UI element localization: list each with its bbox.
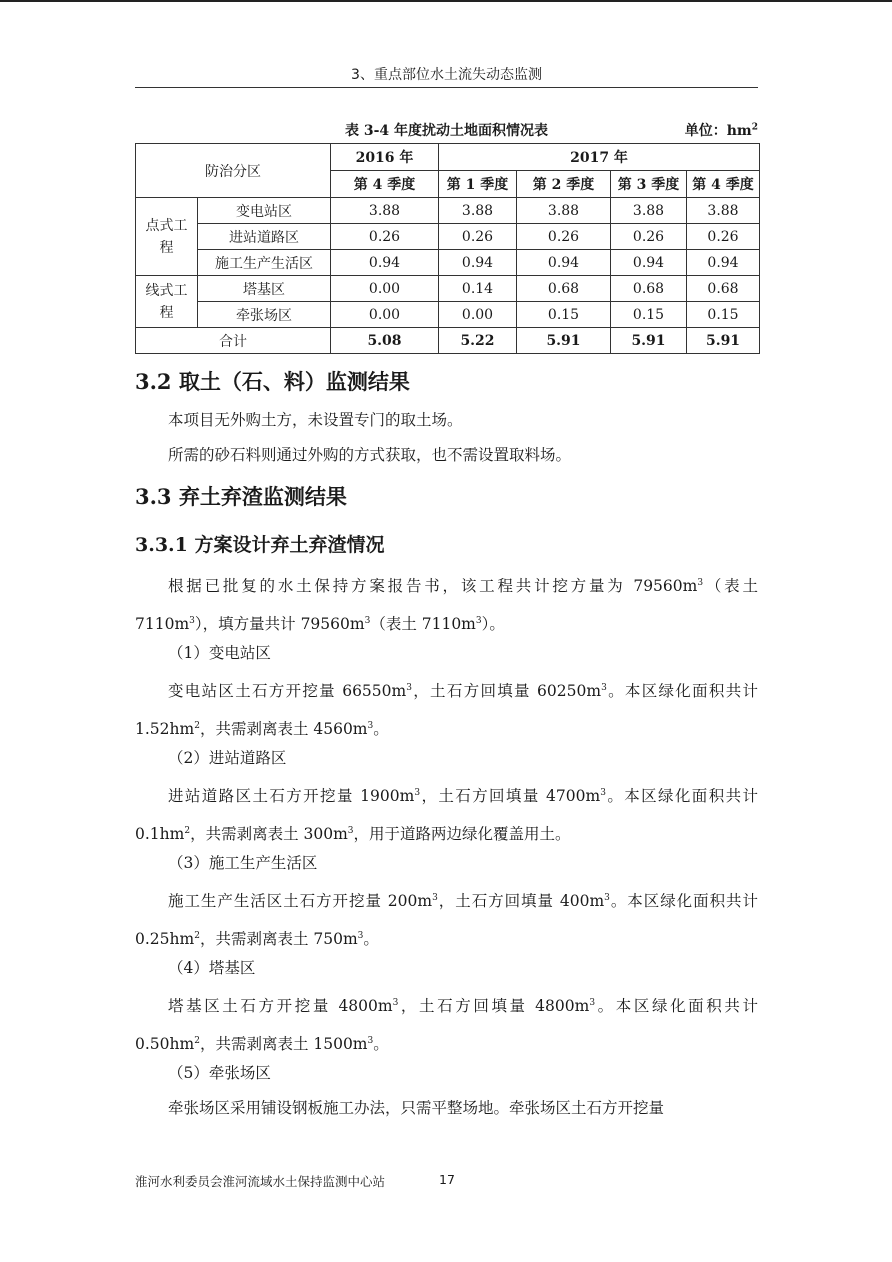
year-2016-header: 2016 年	[331, 144, 439, 171]
table-header-row-1	[136, 144, 760, 171]
table-cell: 0.26	[439, 224, 517, 250]
text-sup: 3	[601, 683, 607, 693]
text-run: ），填方量共计 79560m	[194, 615, 365, 634]
table-cell: 0.68	[611, 276, 687, 302]
text-sup: 2	[194, 1036, 200, 1047]
text-sup: 3	[432, 893, 438, 903]
page-top-border	[0, 0, 892, 2]
group-line-text: 线式工程	[145, 282, 188, 321]
table-row	[136, 302, 760, 328]
text-run: 进站道路区土石方开挖量 1900m	[168, 787, 415, 806]
year-2017-header: 2017 年	[439, 144, 760, 171]
table-row	[136, 224, 760, 250]
table-cell: 3.88	[687, 198, 760, 224]
table-cell: 0.00	[331, 302, 439, 328]
table-total-row	[136, 328, 760, 354]
quarter-header: 第 4 季度	[687, 171, 760, 198]
table-caption-row	[135, 120, 758, 142]
text-run: ，共需剥离表土 1500m	[199, 1035, 368, 1054]
total-label: 合计	[136, 328, 331, 354]
paragraph-item4	[135, 986, 758, 1062]
item-title: （3）施工生产生活区	[168, 854, 318, 872]
footer-org: 淮河水利委员会淮河流域水土保持监测中心站	[135, 1174, 386, 1189]
text-run: 施工生产生活区土石方开挖量 200m	[168, 892, 433, 911]
zone-name: 牵张场区	[198, 302, 331, 328]
table-cell: 0.94	[611, 250, 687, 276]
table-cell: 3.88	[439, 198, 517, 224]
table-row	[136, 250, 760, 276]
paragraph-item2	[135, 776, 758, 852]
text-sup: 2	[184, 826, 191, 837]
total-cell: 5.91	[611, 328, 687, 354]
quarter-header: 第 4 季度	[331, 171, 439, 198]
table-cell: 3.88	[331, 198, 439, 224]
zone-name: 施工生产生活区	[198, 250, 331, 276]
quarter-header: 第 2 季度	[517, 171, 611, 198]
table-cell: 0.26	[517, 224, 611, 250]
heading-3-2: 3.2 取土（石、料）监测结果	[135, 369, 410, 394]
total-cell: 5.22	[439, 328, 517, 354]
table-cell: 0.26	[611, 224, 687, 250]
table-cell: 0.00	[439, 302, 517, 328]
table-cell: 0.94	[331, 250, 439, 276]
table-cell: 0.00	[331, 276, 439, 302]
table-cell: 0.26	[687, 224, 760, 250]
text-run: ，土石方回填量 4800m	[398, 997, 590, 1016]
table-cell: 0.68	[687, 276, 760, 302]
paragraph-item3	[135, 881, 758, 957]
text-sup: 2	[194, 721, 200, 732]
text-run: 。	[373, 1035, 389, 1054]
header-rule	[135, 87, 758, 88]
text-sup: 3	[357, 931, 364, 942]
text-run: 。本区绿化面积共计 0.25hm	[135, 892, 758, 949]
table-cell: 0.94	[687, 250, 760, 276]
item-title: （4）塔基区	[168, 959, 256, 977]
table-unit	[685, 120, 758, 140]
text-run: 根据已批复的水土保持方案报告书，该工程共计挖方量为 79560m	[168, 577, 698, 596]
paragraph-intro	[135, 566, 758, 642]
text-run: 。	[373, 720, 389, 739]
text-sup: 3	[367, 1036, 374, 1047]
table-cell: 0.15	[611, 302, 687, 328]
text-sup: 3	[600, 788, 606, 798]
paragraph-item1	[135, 671, 758, 747]
text-run: （表土 7110m	[135, 577, 758, 634]
col-zone-header: 防治分区	[136, 144, 331, 198]
text-sup: 3	[604, 893, 610, 903]
table-cell: 0.15	[517, 302, 611, 328]
quarter-header: 第 3 季度	[611, 171, 687, 198]
total-cell: 5.91	[687, 328, 760, 354]
group-point-text: 点式工程	[145, 217, 188, 256]
zone-name: 变电站区	[198, 198, 331, 224]
table-cell: 0.94	[439, 250, 517, 276]
table-cell: 0.14	[439, 276, 517, 302]
item-title: （2）进站道路区	[168, 749, 287, 767]
table-cell: 0.94	[517, 250, 611, 276]
text-run: ，土石方回填量 4700m	[420, 787, 601, 806]
text-sup: 3	[697, 578, 704, 588]
text-run: ，共需剥离表土 300m	[190, 825, 348, 844]
text-run: 。本区绿化面积共计 0.1hm	[135, 787, 758, 844]
text-sup: 3	[189, 616, 195, 627]
table-cell: 0.68	[517, 276, 611, 302]
table-row	[136, 276, 760, 302]
text-run: ，土石方回填量 400m	[437, 892, 605, 911]
disturbed-area-table	[135, 143, 760, 354]
text-sup: 2	[194, 931, 200, 942]
zone-name: 塔基区	[198, 276, 331, 302]
text-run: 塔基区土石方开挖量 4800m	[168, 997, 393, 1016]
item-title: （1）变电站区	[168, 644, 271, 662]
text-run: 。	[363, 930, 379, 949]
paragraph: 所需的砂石料则通过外购的方式获取，也不需设置取料场。	[168, 446, 572, 464]
paragraph: 本项目无外购土方，未设置专门的取土场。	[168, 411, 463, 429]
text-sup: 3	[475, 616, 482, 627]
text-sup: 3	[392, 998, 399, 1008]
unit-sup: 2	[751, 122, 758, 133]
table-cell: 3.88	[611, 198, 687, 224]
text-run: ，共需剥离表土 750m	[199, 930, 358, 949]
page-number: 17	[439, 1172, 455, 1187]
running-header: 3、重点部位水土流失动态监测	[351, 67, 542, 83]
quarter-header: 第 1 季度	[439, 171, 517, 198]
text-run: ）。	[481, 615, 505, 634]
text-run: 变电站区土石方开挖量 66550m	[168, 682, 407, 701]
paragraph-item5: 牵张场区采用铺设钢板施工办法，只需平整场地。牵张场区土石方开挖量	[168, 1099, 665, 1117]
group-label-line	[136, 276, 198, 328]
total-cell: 5.91	[517, 328, 611, 354]
text-sup: 3	[367, 721, 374, 732]
text-sup: 3	[589, 998, 596, 1008]
text-run: （表土 7110m	[370, 615, 476, 634]
total-cell: 5.08	[331, 328, 439, 354]
item-title: （5）牵张场区	[168, 1064, 271, 1082]
text-sup: 3	[364, 616, 371, 627]
text-run: ，土石方回填量 60250m	[411, 682, 602, 701]
table-cell: 0.26	[331, 224, 439, 250]
table-caption: 表 3-4 年度扰动土地面积情况表	[344, 123, 549, 139]
group-label-point	[136, 198, 198, 276]
text-run: ，共需剥离表土 4560m	[199, 720, 368, 739]
text-run: 。本区绿化面积共计 0.50hm	[135, 997, 758, 1054]
heading-3-3-1: 3.3.1 方案设计弃土弃渣情况	[135, 534, 385, 556]
unit-label: 单位：hm	[684, 123, 752, 139]
heading-3-3: 3.3 弃土弃渣监测结果	[135, 484, 347, 509]
text-run: 。本区绿化面积共计 1.52hm	[135, 682, 758, 739]
text-sup: 3	[406, 683, 412, 693]
text-sup: 3	[414, 788, 421, 798]
table-cell: 3.88	[517, 198, 611, 224]
table-cell: 0.15	[687, 302, 760, 328]
zone-name: 进站道路区	[198, 224, 331, 250]
text-sup: 3	[347, 826, 354, 837]
text-run: ，用于道路两边绿化覆盖用土。	[353, 825, 571, 844]
table-row	[136, 198, 760, 224]
